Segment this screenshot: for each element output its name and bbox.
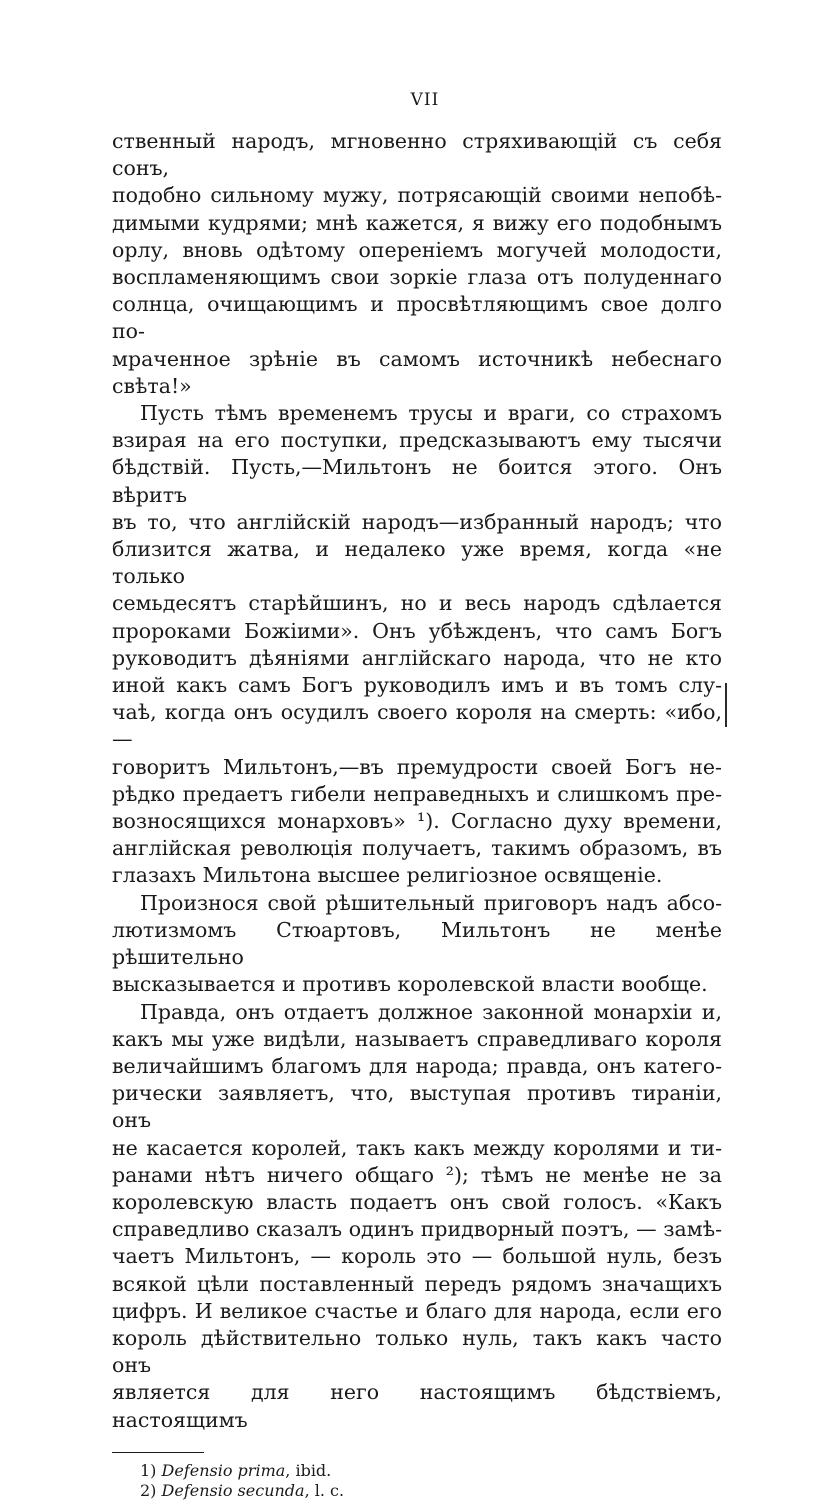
text-line: солнца, очищающимъ и просвѣтляющимъ свое долго по- bbox=[112, 292, 722, 344]
text-line: орлу, вновь одѣтому опереніемъ могучей молодости, bbox=[112, 237, 722, 262]
text-line: ранами нѣтъ ничего общаго ²); тѣмъ не менѣе не за bbox=[112, 1162, 722, 1187]
text-line: пророками Божіими». Онъ убѣжденъ, что самъ Богъ bbox=[112, 618, 722, 643]
margin-mark bbox=[725, 683, 727, 727]
text-line: семьдесятъ старѣйшинъ, но и весь народъ сдѣлается bbox=[112, 591, 722, 616]
footnote-title: Defensio prima bbox=[161, 1460, 286, 1480]
page-number: VII bbox=[410, 90, 440, 110]
text-line: король дѣйствительно только нуль, такъ какъ часто онъ bbox=[112, 1325, 722, 1378]
text-line: взирая на его поступки, предсказываютъ ему тысячи bbox=[112, 428, 722, 453]
text-line: англійская революція получаетъ, такимъ образомъ, въ bbox=[112, 836, 722, 861]
footnote-reference: , ibid. bbox=[285, 1460, 332, 1480]
text-line: иной какъ самъ Богъ руководилъ имъ и въ томъ слу- bbox=[112, 673, 722, 698]
body-text bbox=[112, 128, 722, 1434]
text-line: ственный народъ, мгновенно стряхивающій съ себя сонъ, bbox=[112, 129, 722, 181]
text-line: чаѣ, когда онъ осудилъ своего короля на смерть: «ибо,— bbox=[112, 700, 722, 752]
text-line: справедливо сказалъ одинъ придворный поэтъ, — замѣ- bbox=[112, 1217, 722, 1242]
footnote-1 bbox=[140, 1461, 722, 1481]
text-line: величайшимъ благомъ для народа; правда, онъ катего- bbox=[112, 1053, 722, 1078]
text-line: Правда, онъ отдаетъ должное законной монархіи и, bbox=[140, 999, 722, 1024]
text-line: не касается королей, такъ какъ между королями и ти- bbox=[112, 1135, 722, 1160]
text-line: возносящихся монарховъ» ¹). Согласно духу времени, bbox=[112, 809, 722, 834]
footnote-title: Defensio secunda bbox=[161, 1480, 305, 1500]
text-line: королевскую власть подаетъ онъ свой голосъ. «Какъ bbox=[112, 1189, 722, 1214]
text-line: рически заявляетъ, что, выступая противъ тираніи, онъ bbox=[112, 1081, 722, 1133]
text-line: близится жатва, и недалеко уже время, когда «не только bbox=[112, 537, 722, 589]
text-line: какъ мы уже видѣли, называетъ справедливаго короля bbox=[112, 1026, 722, 1051]
text-line: мраченное зрѣніе въ самомъ источникѣ небеснаго свѣта!» bbox=[112, 346, 722, 398]
footnote-2 bbox=[140, 1481, 722, 1501]
text-line: цифръ. И великое счастье и благо для народа, если его bbox=[112, 1298, 722, 1323]
text-line: Пусть тѣмъ временемъ трусы и враги, со страхомъ bbox=[140, 401, 722, 426]
footnote-reference: , l. c. bbox=[304, 1480, 345, 1500]
text-line: всякой цѣли поставленный передъ рядомъ значащихъ bbox=[112, 1271, 722, 1296]
text-line: рѣдко предаетъ гибели неправедныхъ и слишкомъ пре- bbox=[112, 781, 722, 806]
text-line: подобно сильному мужу, потрясающій своими непобѣ- bbox=[112, 183, 722, 208]
text-line: въ то, что англійскій народъ—избранный народъ; что bbox=[112, 509, 722, 534]
text-line: Произнося свой рѣшительный приговоръ надъ абсо- bbox=[140, 890, 722, 915]
footnote-mark: 1) bbox=[140, 1460, 157, 1480]
text-line: димыми кудрями; мнѣ кажется, я вижу его подобнымъ bbox=[112, 210, 722, 235]
text-line: высказывается и противъ королевской власти вообще. bbox=[112, 972, 708, 997]
footnotes bbox=[112, 1461, 722, 1501]
text-line: чаетъ Мильтонъ, — король это — большой нуль, безъ bbox=[112, 1244, 722, 1269]
text-line: является для него настоящимъ бѣдствіемъ, настоящимъ bbox=[112, 1380, 722, 1432]
text-line: бѣдствій. Пусть,—Мильтонъ не боится этого. Онъ вѣритъ bbox=[112, 455, 722, 507]
document-page bbox=[112, 80, 722, 1501]
text-line: говоритъ Мильтонъ,—въ премудрости своей Богъ не- bbox=[112, 754, 722, 779]
text-line: лютизмомъ Стюартовъ, Мильтонъ не менѣе рѣшительно bbox=[112, 917, 722, 970]
text-line: руководитъ дѣяніями англійскаго народа, что не кто bbox=[112, 645, 722, 670]
text-line: воспламеняющимъ свои зоркіе глаза отъ полуденнаго bbox=[112, 265, 722, 290]
footnote-mark: 2) bbox=[140, 1480, 157, 1500]
footnote-divider bbox=[112, 1452, 204, 1453]
text-line: глазахъ Мильтона высшее религіозное освященіе. bbox=[112, 863, 663, 888]
